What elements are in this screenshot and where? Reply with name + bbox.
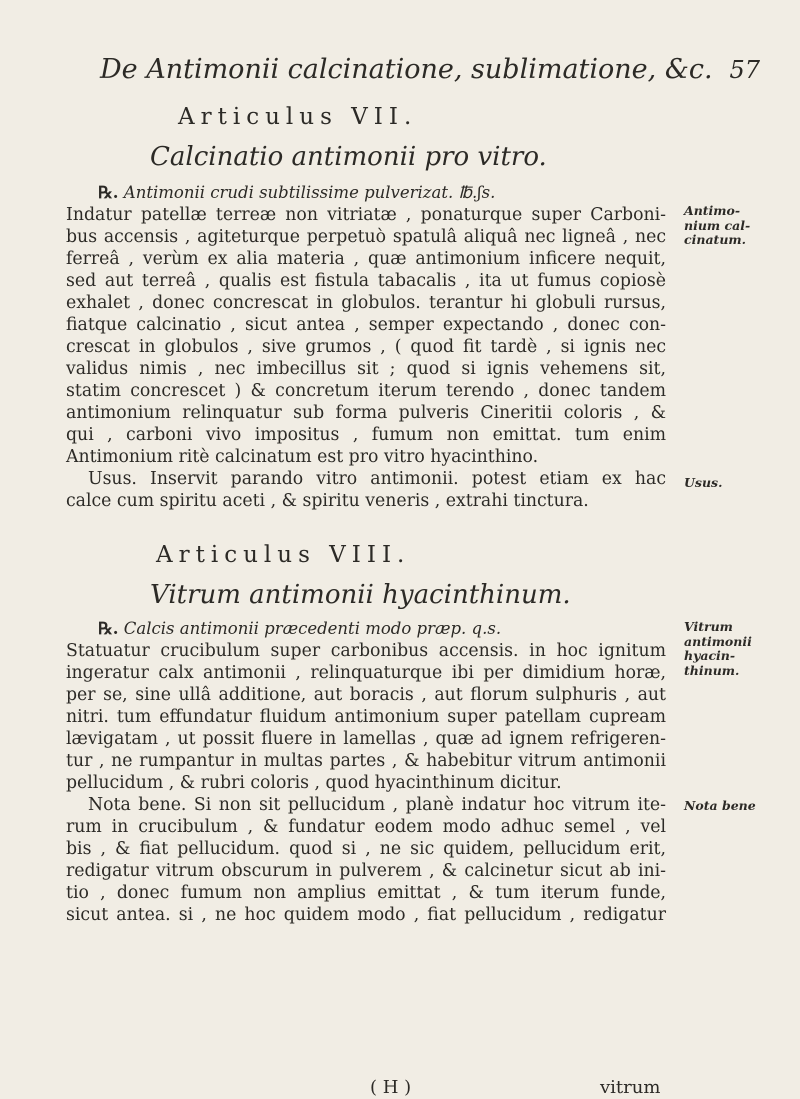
article-7-heading: Articulus VII. bbox=[178, 104, 418, 130]
text-line: lævigatam , ut possit fluere in lamellas , quæ ad ignem refrigeren- bbox=[66, 729, 666, 749]
text-line: pellucidum , & rubri coloris , quod hyacinthinum dicitur. bbox=[66, 773, 562, 793]
article-7-recipe bbox=[66, 182, 666, 204]
text-line: qui , carboni vivo impositus , fumum non emittat. tum enim bbox=[66, 425, 666, 445]
margin-note-line: cinatum. bbox=[684, 232, 746, 247]
text-line: fiatque calcinatio , sicut antea , semper expectando , donec con- bbox=[66, 315, 666, 335]
recipe-symbol: ℞. bbox=[98, 619, 119, 638]
text-line: calce cum spiritu aceti , & spiritu veneris , extrahi tinctura. bbox=[66, 491, 589, 511]
margin-note-line: Antimo- bbox=[684, 203, 741, 218]
margin-note-nota-bene bbox=[684, 799, 796, 814]
margin-note-line: Vitrum bbox=[684, 619, 733, 634]
text-line: per se, sine ullâ additione, aut boracis , aut florum sulphuris , aut bbox=[66, 685, 666, 705]
text-line: statim concrescet ) & concretum iterum terendo , donec tandem bbox=[66, 381, 666, 401]
text-line: antimonium relinquatur sub forma pulveris Cineritii coloris , & bbox=[66, 403, 666, 423]
page-header bbox=[100, 52, 760, 88]
margin-note-line: antimonii bbox=[684, 633, 752, 649]
text-line: sicut antea. si , ne hoc quidem modo , fiat pellucidum , redigatur bbox=[66, 905, 666, 925]
article-8-recipe bbox=[66, 618, 666, 640]
text-line: sed aut terreâ , qualis est fistula tabacalis , ita ut fumus copiosè bbox=[66, 271, 666, 291]
article-7-body bbox=[66, 182, 666, 512]
recipe-text: Antimonii crudi subtilissime pulverizat. ℔.ʃs. bbox=[123, 183, 496, 202]
article-7-title: Calcinatio antimonii pro vitro. bbox=[150, 142, 547, 172]
catchword: vitrum bbox=[600, 1077, 661, 1098]
margin-note-line: hyacin- bbox=[684, 648, 736, 663]
margin-note-antimonium-calcinatum bbox=[684, 204, 796, 248]
page-number: 57 bbox=[729, 56, 760, 84]
recipe-symbol: ℞. bbox=[98, 183, 119, 202]
text-line: Antimonium ritè calcinatum est pro vitro hyacinthino. bbox=[66, 447, 539, 467]
text-line: Nota bene. Si non sit pellucidum , planè indatur hoc vitrum ite- bbox=[88, 795, 666, 815]
text-line: tur , ne rumpantur in multas partes , & habebitur vitrum antimonii bbox=[66, 751, 666, 771]
text-line: validus nimis , nec imbecillus sit ; quod si ignis vehemens sit, bbox=[66, 359, 666, 379]
margin-note-usus bbox=[684, 476, 796, 491]
text-line: crescat in globulos , sive grumos , ( quod fit tardè , si ignis nec bbox=[66, 337, 666, 357]
text-line: tio , donec fumum non amplius emittat , & tum iterum funde, bbox=[66, 883, 666, 903]
text-line: Usus. Inservit parando vitro antimonii. potest etiam ex hac bbox=[88, 469, 666, 489]
text-line: ferreâ , verùm ex alia materia , quæ antimonium inficere nequit, bbox=[66, 249, 666, 269]
running-title: De Antimonii calcinatione, sublimatione, &c. bbox=[100, 54, 713, 85]
margin-note-line: Usus. bbox=[684, 475, 723, 490]
margin-note-line: nium cal- bbox=[684, 217, 751, 233]
article-8-body bbox=[66, 618, 666, 926]
text-line: rum in crucibulum , & fundatur eodem modo adhuc semel , vel bbox=[66, 817, 666, 837]
text-line: Statuatur crucibulum super carbonibus accensis. in hoc ignitum bbox=[66, 641, 666, 661]
recipe-text: Calcis antimonii præcedenti modo præp. q.s. bbox=[123, 619, 502, 638]
text-line: redigatur vitrum obscurum in pulverem , & calcinetur sicut ab ini- bbox=[66, 861, 666, 881]
signature-mark: ( H ) bbox=[370, 1077, 412, 1098]
text-line: bus accensis , agiteturque perpetuò spatulâ aliquâ nec ligneâ , nec bbox=[66, 227, 666, 247]
text-line: bis , & fiat pellucidum. quod si , ne sic quidem, pellucidum erit, bbox=[66, 839, 666, 859]
text-line: Indatur patellæ terreæ non vitriatæ , ponaturque super Carboni- bbox=[66, 205, 666, 225]
text-line: nitri. tum effundatur fluidum antimonium super patellam cupream bbox=[66, 707, 666, 727]
margin-note-line: thinum. bbox=[684, 662, 740, 678]
article-8-heading: Articulus VIII. bbox=[156, 542, 411, 568]
margin-note-vitrum-antimonii bbox=[684, 620, 796, 678]
margin-note-line: Nota bene bbox=[684, 798, 756, 813]
text-line: exhalet , donec concrescat in globulos. terantur hi globuli rursus, bbox=[66, 293, 666, 313]
text-line: ingeratur calx antimonii , relinquaturque ibi per dimidium horæ, bbox=[66, 663, 666, 683]
article-8-title: Vitrum antimonii hyacinthinum. bbox=[150, 580, 571, 610]
